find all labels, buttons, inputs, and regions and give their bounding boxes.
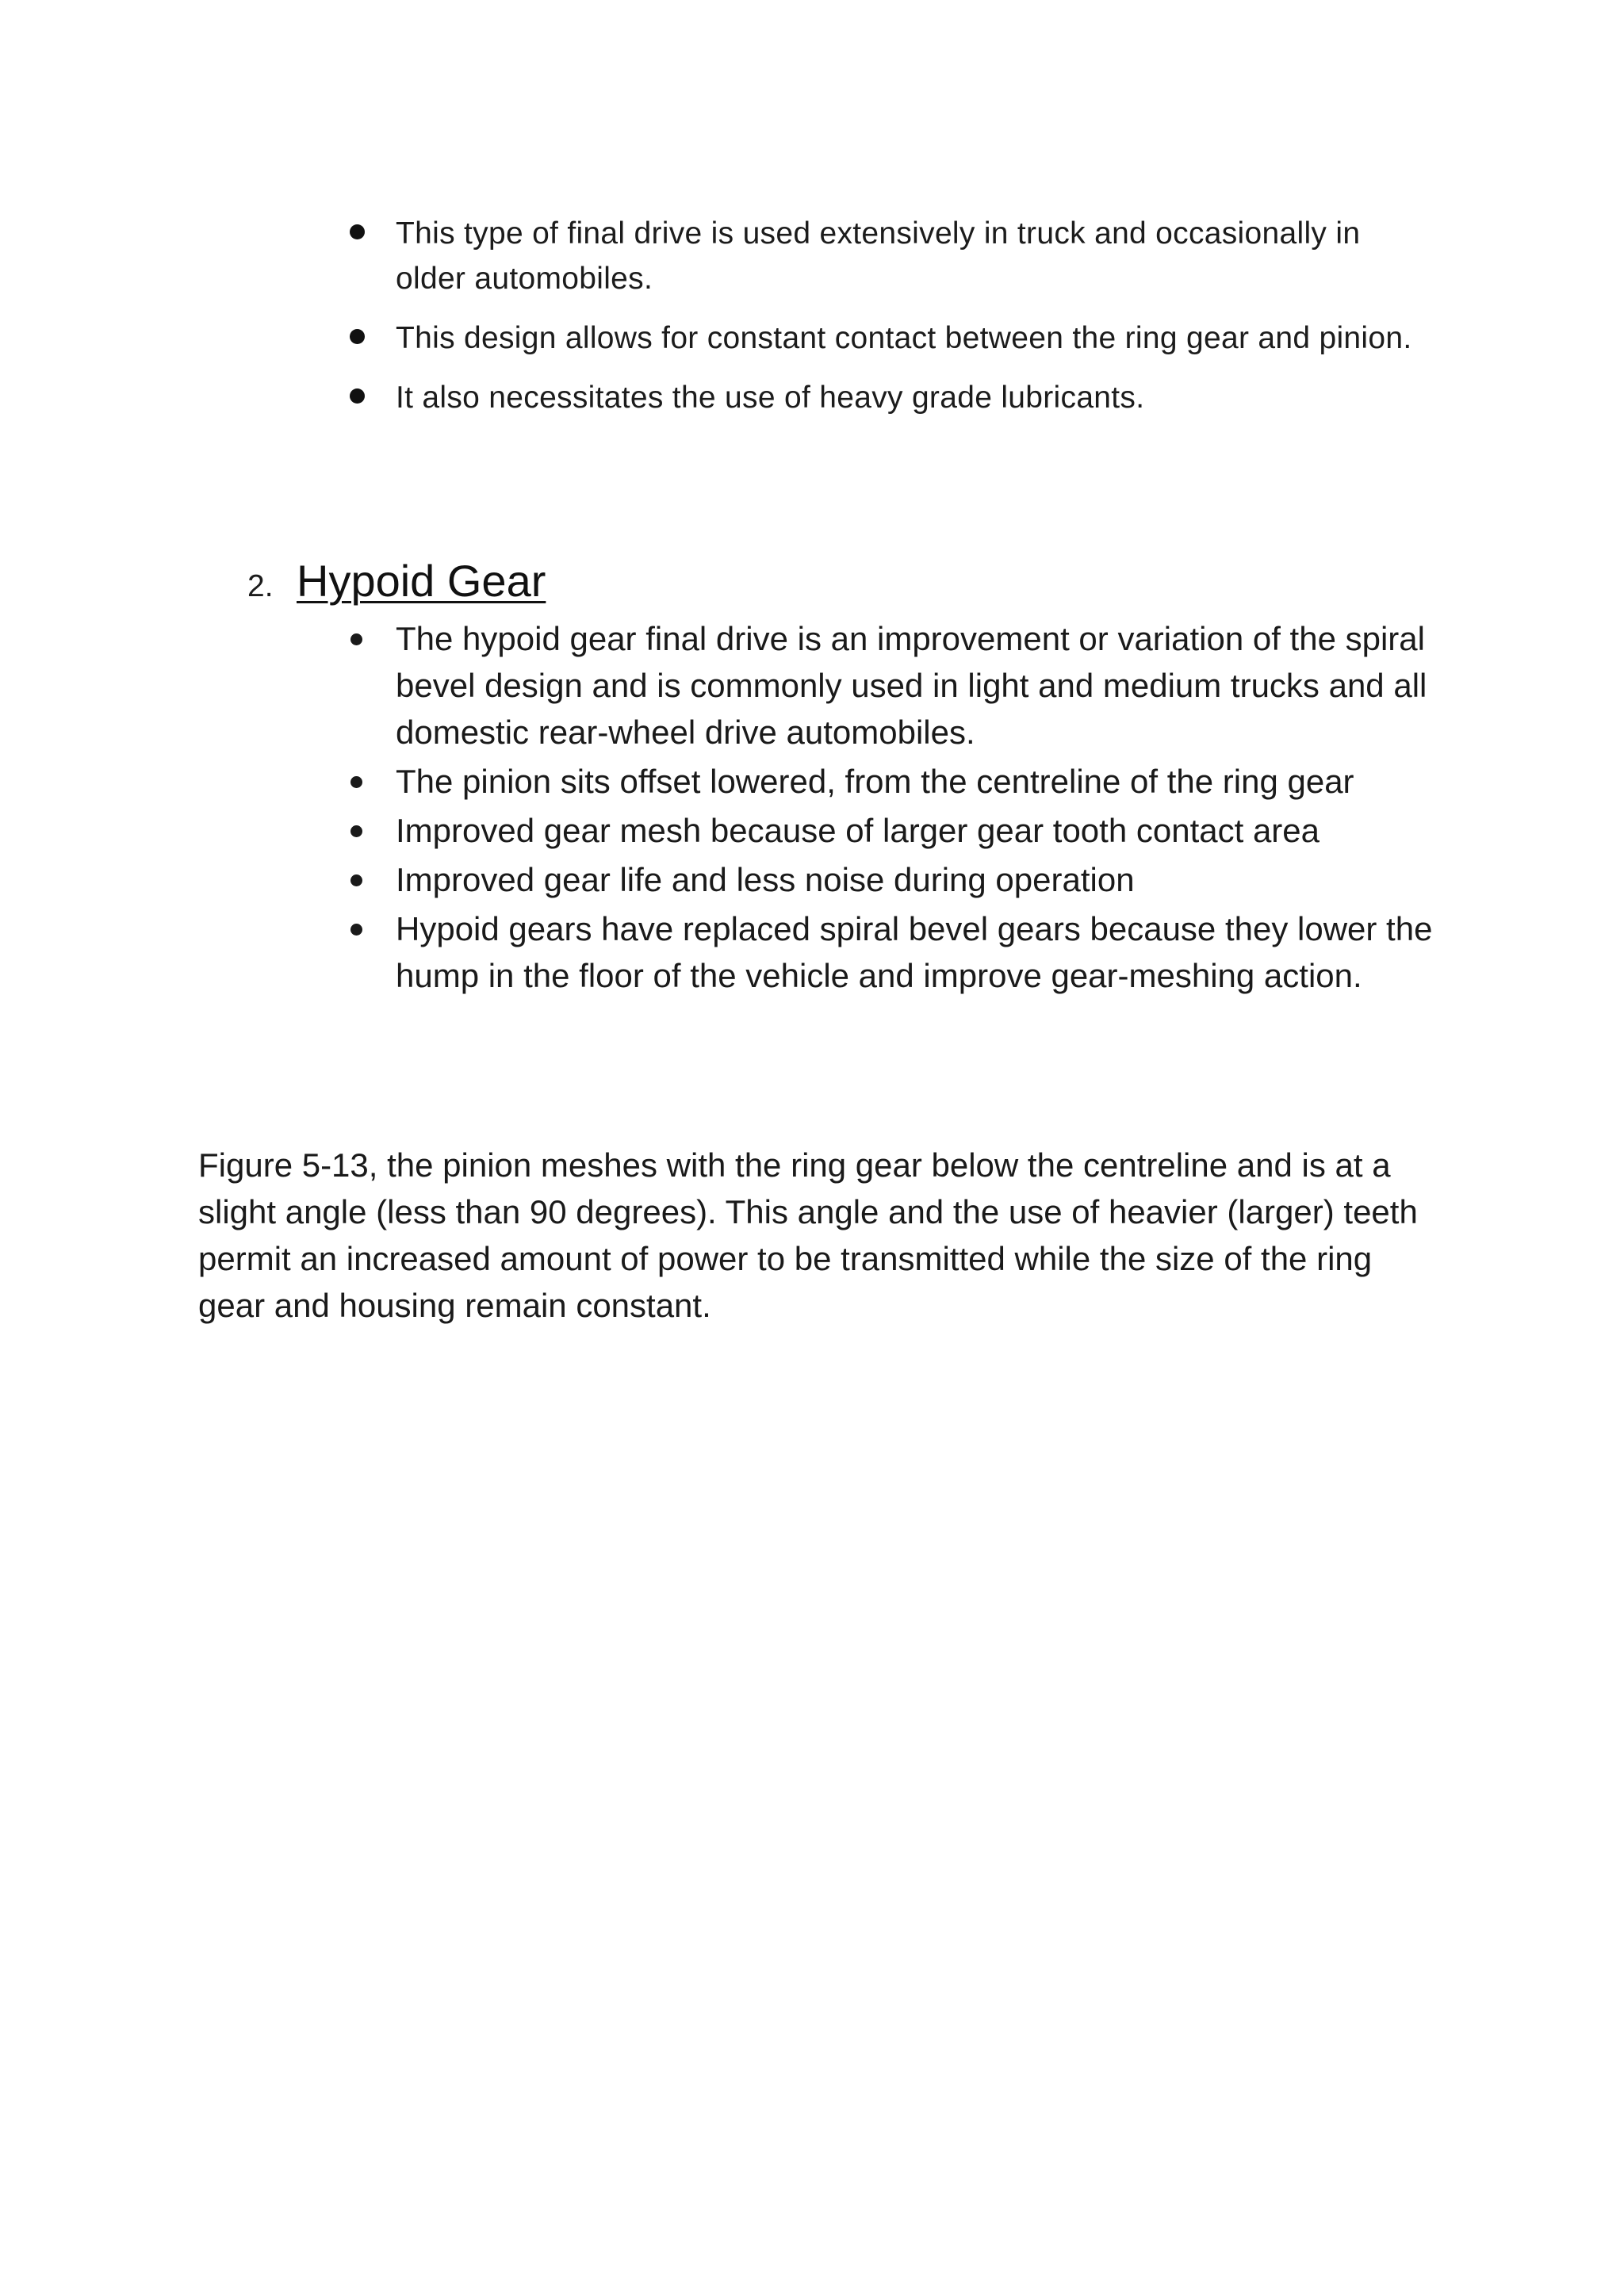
section-number: 2. xyxy=(247,569,274,603)
bullet-text: This type of final drive is used extensively in truck and occasionally in older automobiles. xyxy=(396,216,1361,296)
bullet-icon xyxy=(350,825,362,837)
figure-description-paragraph: Figure 5-13, the pinion meshes with the ring gear below the centreline and is at a slight angle (less than 90 degrees). This angle and the use of heavier (larger) teeth permit an increased amount of power to be transmitted while the size of the ring gear and housing remain constant. xyxy=(198,1146,1418,1324)
list-item xyxy=(341,211,1435,301)
bullet-icon xyxy=(350,776,362,788)
list-item xyxy=(341,316,1435,361)
bullet-text: It also necessitates the use of heavy grade lubricants. xyxy=(396,381,1145,415)
bullet-icon xyxy=(350,633,362,645)
bullet-text: Improved gear life and less noise during operation xyxy=(396,861,1135,898)
list-item xyxy=(341,615,1451,756)
section-heading xyxy=(247,555,546,607)
hypoid-gear-bullet-list xyxy=(341,615,1451,1001)
bullet-text: The pinion sits offset lowered, from the centreline of the ring gear xyxy=(396,763,1354,800)
list-item xyxy=(341,807,1451,854)
bullet-text: Improved gear mesh because of larger gear tooth contact area xyxy=(396,812,1320,849)
list-item xyxy=(341,905,1451,999)
bullet-text: Hypoid gears have replaced spiral bevel gears because they lower the hump in the floor of the vehicle and improve gear-meshing action. xyxy=(396,910,1433,994)
bullet-icon xyxy=(350,388,365,404)
bullet-icon xyxy=(350,329,365,344)
section-title: Hypoid Gear xyxy=(297,556,546,606)
bullet-icon xyxy=(350,924,362,936)
bullet-text: The hypoid gear final drive is an improvement or variation of the spiral bevel design and is commonly used in light and medium trucks and all domestic rear-wheel drive automobiles. xyxy=(396,620,1427,751)
bullet-icon xyxy=(350,224,365,239)
bullet-icon xyxy=(350,874,362,886)
list-item xyxy=(341,758,1451,805)
list-item xyxy=(341,375,1435,420)
bullet-text: This design allows for constant contact between the ring gear and pinion. xyxy=(396,321,1412,355)
list-item xyxy=(341,856,1451,903)
final-drive-bullet-list xyxy=(341,211,1435,434)
